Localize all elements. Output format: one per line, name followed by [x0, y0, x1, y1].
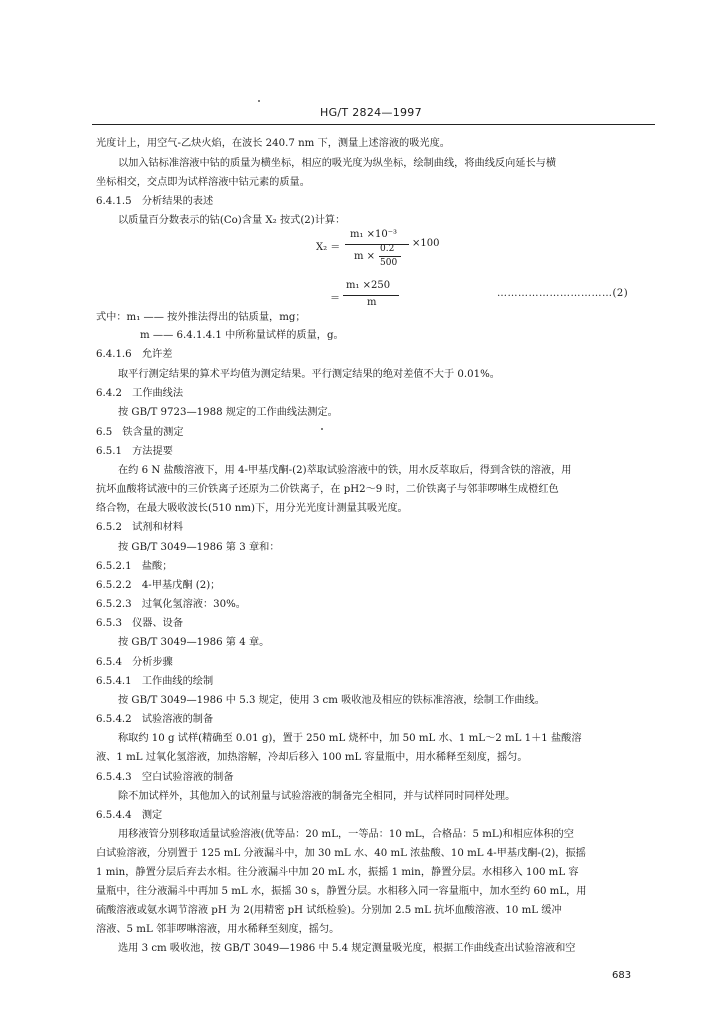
- body-line: 在约 6 N 盐酸溶液下，用 4-甲基戊酮-(2)萃取试验溶液中的铁，用水反萃取后，得到含铁的溶液，用: [118, 465, 572, 476]
- section-heading: 6.4.1.6 允许差: [96, 349, 173, 360]
- body-line: 称取约 10 g 试样(精确至 0.01 g)，置于 250 mL 烧杯中，加 50 mL 水、1 mL～2 mL 1＋1 盐酸溶: [118, 733, 582, 744]
- section-heading: 6.5.4.1 工作曲线的绘制: [96, 676, 214, 687]
- body-line: 以加入钴标准溶液中钴的质量为横坐标，相应的吸光度为纵坐标，绘制曲线，将曲线反向延长与横: [118, 158, 557, 169]
- list-item: 6.5.2.2 4-甲基戊酮 (2)；: [96, 580, 221, 591]
- body-line: 络合物，在最大吸收波长(510 nm)下，用分光光度计测量其吸光度。: [96, 503, 408, 514]
- body-line: 式中：m₁ —— 按外推法得出的钴质量，mg；: [96, 312, 306, 323]
- body-line: m —— 6.4.1.4.1 中所称量试样的质量，g。: [140, 330, 344, 341]
- header-rule: [92, 124, 655, 125]
- formula-lhs: X₂ ＝: [316, 242, 341, 253]
- body-line: 按 GB/T 3049—1986 中 5.3 规定，使用 3 cm 吸收池及相应的铁标准溶液，绘制工作曲线。: [118, 695, 545, 706]
- section-heading: 6.5.4 分析步骤: [96, 657, 173, 668]
- list-item: 6.5.2.1 盐酸；: [96, 561, 173, 572]
- formula-number: ……………………………(2): [497, 288, 629, 299]
- body-line: 量瓶中，往分液漏斗中再加 5 mL 水，振摇 30 s，静置分层。水相移入同一容量瓶中，加水至约 60 mL，用: [96, 886, 587, 897]
- section-heading: 6.5.4.4 测定: [96, 810, 163, 821]
- section-heading: 6.5.1 方法提要: [96, 446, 173, 457]
- body-line: 选用 3 cm 吸收池，按 GB/T 3049—1986 中 5.4 规定测量吸光度，根据工作曲线查出试验溶液和空: [118, 943, 576, 954]
- fraction-bar: [345, 244, 409, 245]
- formula-inner-numerator: 0.2: [380, 244, 395, 254]
- body-line: 溶液、5 mL 邻菲啰啉溶液，用水稀释至刻度，摇匀。: [96, 924, 340, 935]
- section-heading: 6.4.2 工作曲线法: [96, 388, 184, 399]
- body-line: 坐标相交，交点即为试样溶液中钴元素的质量。: [96, 177, 310, 188]
- body-line: 除不加试样外，其他加入的试剂量与试验溶液的制备完全相同，并与试样同时同样处理。: [118, 791, 516, 802]
- section-heading: 6.5 铁含量的测定: [96, 427, 184, 438]
- scan-speck: [321, 428, 323, 430]
- standard-header: HG/T 2824—1997: [320, 106, 422, 119]
- section-heading: 6.5.4.2 试验溶液的制备: [96, 714, 214, 725]
- body-line: 抗坏血酸将试液中的三价铁离子还原为二价铁离子，在 pH2～9 时，二价铁离子与邻菲啰啉生成橙红色: [96, 484, 559, 495]
- list-item: 6.5.2.3 过氧化氢溶液：30%。: [96, 599, 246, 610]
- body-line: 用移液管分别移取适量试验溶液(优等品：20 mL，一等品：10 mL，合格品：5 mL)和相应体积的空: [118, 829, 574, 840]
- formula-numerator-1: m₁ ×10⁻³: [350, 229, 398, 240]
- formula-times-100: ×100: [412, 238, 440, 249]
- formula-denominator-2: m: [367, 297, 377, 308]
- body-line: 按 GB/T 3049—1986 第 4 章。: [118, 637, 270, 648]
- body-line: 按 GB/T 3049—1986 第 3 章和：: [118, 542, 280, 553]
- formula-numerator-2: m₁ ×250: [346, 280, 391, 291]
- section-heading: 6.5.3 仪器、设备: [96, 618, 184, 629]
- body-line: 光度计上，用空气-乙炔火焰，在波长 240.7 nm 下，测量上述溶液的吸光度。: [96, 138, 450, 149]
- body-line: 以质量百分数表示的钴(Co)含量 X₂ 按式(2)计算：: [118, 215, 346, 226]
- page-number: 683: [612, 970, 632, 981]
- section-heading: 6.4.1.5 分析结果的表述: [96, 196, 214, 207]
- body-line: 硫酸溶液或氨水调节溶液 pH 为 2(用精密 pH 试纸检验)。分别加 2.5 mL 抗坏血酸溶液、10 mL 缓冲: [96, 905, 562, 916]
- section-heading: 6.5.4.3 空白试验溶液的制备: [96, 772, 234, 783]
- formula-equals: ＝: [330, 293, 340, 304]
- fraction-bar: [343, 295, 399, 296]
- body-line: 1 min，静置分层后弃去水相。往分液漏斗中加 20 mL 水，振摇 1 min，静置分层。水相移入 100 mL 容: [96, 867, 579, 878]
- body-line: 液、1 mL 过氧化氢溶液，加热溶解，冷却后移入 100 mL 容量瓶中，用水稀释至刻度，摇匀。: [96, 752, 528, 763]
- body-line: 取平行测定结果的算术平均值为测定结果。平行测定结果的绝对差值不大于 0.01%。: [118, 369, 500, 380]
- body-line: 按 GB/T 9723—1988 规定的工作曲线法测定。: [118, 407, 338, 418]
- section-heading: 6.5.2 试剂和材料: [96, 522, 184, 533]
- body-line: 白试验溶液，分别置于 125 mL 分液漏斗中，加 30 mL 水、40 mL 浓盐酸、10 mL 4-甲基戊酮-(2)，振摇: [96, 848, 586, 859]
- formula-inner-denominator: 500: [380, 258, 398, 268]
- inner-fraction-bar: [379, 256, 401, 257]
- formula-denominator-1a: m ×: [354, 251, 376, 262]
- scan-speck: [258, 100, 260, 102]
